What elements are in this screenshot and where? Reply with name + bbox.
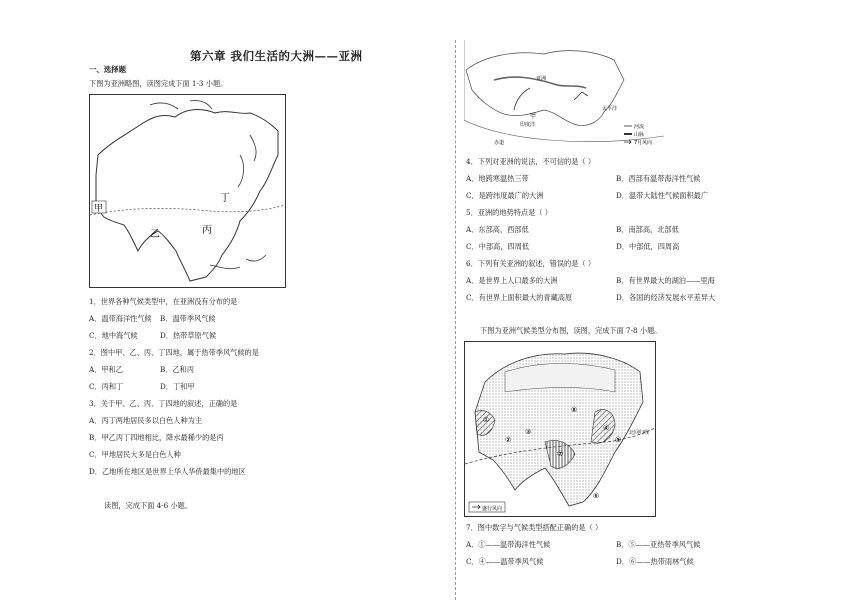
asia-terrain-map	[464, 40, 664, 150]
label-indian-ocean: 印度洋	[520, 122, 536, 128]
intro-text: 下图为亚洲略图，读图完成下面 1-3 小题。	[89, 79, 228, 88]
label-pacific: 太平洋	[602, 106, 618, 112]
q4-stem: 4．下列对亚洲的说法，不可信的是（ ）	[466, 157, 596, 166]
column-divider	[455, 40, 456, 600]
q1-option-a[interactable]: A．温带海洋性气候	[89, 314, 152, 323]
q6-option-b[interactable]: B．有世界最大的湖泊——里海	[616, 276, 715, 285]
climate-label-8: ⑧	[571, 406, 578, 414]
page-title: 第六章 我们生活的大洲——亚洲	[190, 49, 363, 63]
q7-option-c[interactable]: C．④——温带季风气候	[466, 557, 544, 566]
map-label-ding: 丁	[220, 193, 230, 204]
climate-label-3: ③	[525, 428, 532, 436]
climate-label-1: ①	[483, 416, 490, 424]
q6-option-a[interactable]: A．是世界上人口最多的大洲	[466, 276, 558, 285]
q3-option-c[interactable]: C．甲地居民大多是白色人种	[89, 450, 181, 459]
legend-mountain: 山脉	[634, 132, 645, 138]
label-asia: 亚洲	[536, 76, 547, 82]
climate-label-6: ⑥	[593, 492, 600, 500]
q6-option-c[interactable]: C．有世界上面积最大的青藏高原	[466, 293, 573, 302]
q5-option-a[interactable]: A．东部高，西部低	[466, 225, 529, 234]
q4-option-c[interactable]: C．是跨纬度最广的大洲	[466, 191, 544, 200]
label-jia-top: 甲	[530, 113, 537, 120]
map-label-bing: 丙	[202, 225, 212, 236]
climate-map-drawing	[465, 342, 655, 516]
q6-stem: 6．下列有关亚洲的叙述，错误的是（ ）	[466, 259, 596, 268]
q7-stem: 7．图中数字与气候类型搭配正确的是（ ）	[466, 523, 603, 532]
label-equator: 赤道	[494, 140, 505, 146]
q3-option-b[interactable]: B．甲乙丙丁四地相比，降水最稀少的是丙	[89, 433, 224, 442]
q6-option-d[interactable]: D．各国的经济发展水平差异大	[616, 293, 716, 302]
q3-stem: 3．关于甲、乙、丙、丁四地的叙述，正确的是	[89, 399, 238, 408]
tropic-label: 北回归线	[629, 430, 650, 436]
q2-option-a[interactable]: A．甲和乙	[89, 365, 123, 374]
q2-option-b[interactable]: B．乙和丙	[160, 365, 195, 374]
q5-option-c[interactable]: C．中部高，四周低	[466, 242, 530, 251]
q5-option-d[interactable]: D．中部低，四周高	[616, 242, 680, 251]
q7-option-b[interactable]: B．⑤——亚热带季风气候	[616, 540, 701, 549]
q5-option-b[interactable]: B．南部高，北部低	[616, 225, 679, 234]
q4-option-a[interactable]: A．地跨寒温热三带	[466, 174, 529, 183]
legend-river: 河流	[634, 124, 645, 130]
q3-option-a[interactable]: A．丙丁两地居民多以白色人种为主	[89, 416, 203, 425]
legend-prevailing-wind: 盛行风向	[482, 506, 503, 512]
q1-option-d[interactable]: D．热带草原气候	[160, 331, 217, 340]
q4-option-b[interactable]: B．西部有温带海洋性气候	[616, 174, 701, 183]
q7-option-a[interactable]: A．①——温带海洋性气候	[466, 540, 551, 549]
legend-july-wind: 7月风向	[634, 140, 653, 146]
q3-option-d[interactable]: D．乙地所在地区是世界上华人华侨最集中的地区	[89, 467, 246, 476]
q1-option-b[interactable]: B．温带季风气候	[160, 314, 216, 323]
climate-label-2: ②	[505, 436, 512, 444]
intro-text-2: 下图为亚洲气候类型分布图，读图，完成下面 7-8 小题。	[480, 326, 662, 335]
asia-map-drawing	[90, 95, 285, 287]
climate-label-5: ⑤	[615, 436, 622, 444]
q2-stem: 2．图中甲、乙、丙、丁四地，属于热带季风气候的是	[89, 348, 259, 357]
q1-stem: 1．世界各种气候类型中，在亚洲没有分布的是	[89, 297, 238, 306]
q2-option-d[interactable]: D．丁和甲	[160, 382, 195, 391]
terrain-map-drawing	[464, 40, 664, 150]
asia-outline-map	[89, 94, 286, 288]
map-label-jia: 甲	[94, 204, 104, 214]
q2-option-c[interactable]: C．丙和丁	[89, 382, 124, 391]
q5-stem: 5．亚洲的地势特点是（ ）	[466, 208, 552, 217]
q4-option-d[interactable]: D．温带大陆性气候面积最广	[616, 191, 709, 200]
read-note: 读图，完成下面 4-6 小题。	[104, 501, 193, 510]
asia-climate-map	[464, 341, 656, 517]
section-heading: 一、选择题	[89, 65, 126, 74]
map-label-yi: 乙	[150, 229, 160, 240]
q1-option-c[interactable]: C．地中海气候	[89, 331, 138, 340]
climate-label-7: ⑦	[557, 450, 564, 458]
q7-option-d[interactable]: D．⑥——热带雨林气候	[616, 557, 694, 566]
climate-label-4: ④	[603, 424, 610, 432]
